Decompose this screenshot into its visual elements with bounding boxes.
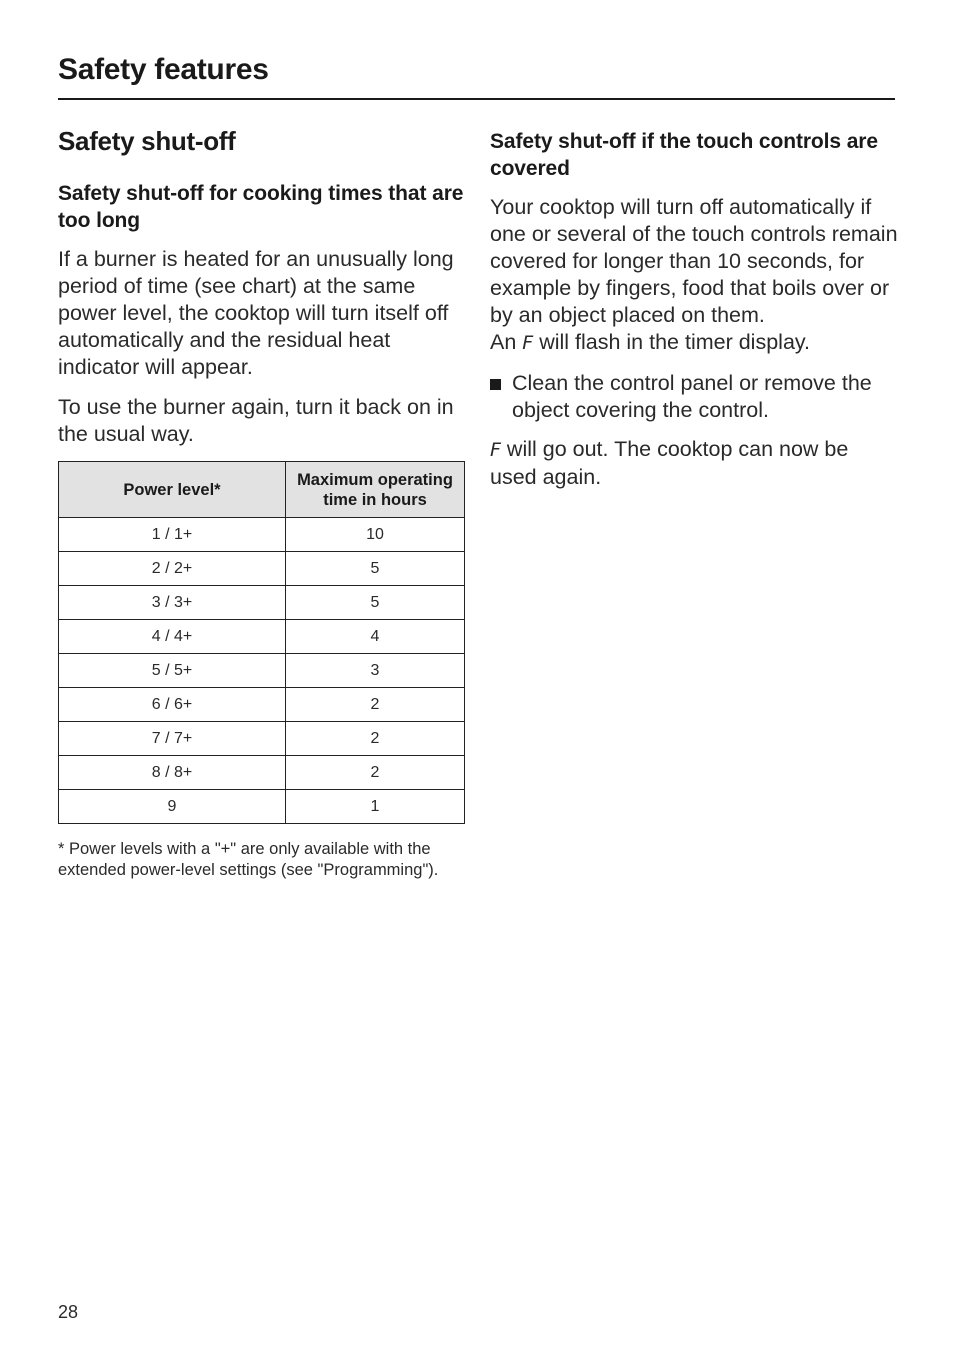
cell-power-level: 9 [59, 790, 286, 824]
paragraph-use-again: To use the burner again, turn it back on in the usual way. [58, 395, 454, 446]
subheading-touch-controls: Safety shut-off if the touch controls are covered [490, 130, 878, 180]
table-footnote: * Power levels with a "+" are only available with the extended power-level settings (see "Programming"). [58, 840, 439, 879]
table-row [59, 722, 465, 756]
table-row [59, 620, 465, 654]
cell-max-time: 10 [286, 518, 465, 552]
cell-power-level: 1 / 1+ [59, 518, 286, 552]
cell-max-time: 3 [286, 654, 465, 688]
paragraph-touch-covered: Your cooktop will turn off automatically if one or several of the touch controls remain covered for longer than 10 seconds, for example by fingers, food that boils over or by an object placed on them. [490, 195, 898, 327]
cell-power-level: 6 / 6+ [59, 688, 286, 722]
cell-power-level: 5 / 5+ [59, 654, 286, 688]
page-title: Safety features [58, 53, 269, 86]
table-row [59, 756, 465, 790]
page-number: 28 [58, 1302, 79, 1322]
f-display-symbol: F [490, 439, 501, 461]
table-row [59, 552, 465, 586]
f-go-out-text: will go out. The cooktop can now be used again. [490, 437, 849, 489]
cell-max-time: 2 [286, 756, 465, 790]
cell-power-level: 2 / 2+ [59, 552, 286, 586]
cell-power-level: 4 / 4+ [59, 620, 286, 654]
f-flash-suffix: will flash in the timer display. [533, 330, 811, 354]
table-header-row [59, 462, 465, 518]
square-bullet-icon [490, 379, 501, 390]
cell-max-time: 1 [286, 790, 465, 824]
right-column [490, 128, 900, 504]
table-row [59, 790, 465, 824]
section-title: Safety shut-off [58, 126, 236, 156]
header-power-level: Power level* [59, 462, 286, 518]
cell-power-level: 8 / 8+ [59, 756, 286, 790]
cell-max-time: 5 [286, 552, 465, 586]
table-row [59, 688, 465, 722]
left-column [58, 124, 468, 881]
title-divider [58, 98, 895, 100]
bullet-text: Clean the control panel or remove the object covering the control. [512, 371, 872, 422]
operating-time-table [58, 461, 465, 824]
f-flash-prefix: An [490, 330, 523, 354]
table-row [59, 654, 465, 688]
subheading-cooking-times: Safety shut-off for cooking times that are too long [58, 182, 464, 232]
paragraph-f-go-out [490, 436, 900, 491]
paragraph-f-flash [490, 329, 900, 357]
paragraph-burner-heated: If a burner is heated for an unusually long period of time (see chart) at the same power level, the cooktop will turn itself off automatically and the residual heat indicator will appear. [58, 247, 454, 379]
cell-max-time: 4 [286, 620, 465, 654]
cell-power-level: 3 / 3+ [59, 586, 286, 620]
cell-max-time: 2 [286, 722, 465, 756]
cell-power-level: 7 / 7+ [59, 722, 286, 756]
header-max-time: Maximum operating time in hours [286, 462, 465, 518]
table-row [59, 586, 465, 620]
cell-max-time: 5 [286, 586, 465, 620]
bullet-item [490, 370, 900, 424]
table-row [59, 518, 465, 552]
cell-max-time: 2 [286, 688, 465, 722]
f-display-symbol: F [522, 332, 534, 354]
